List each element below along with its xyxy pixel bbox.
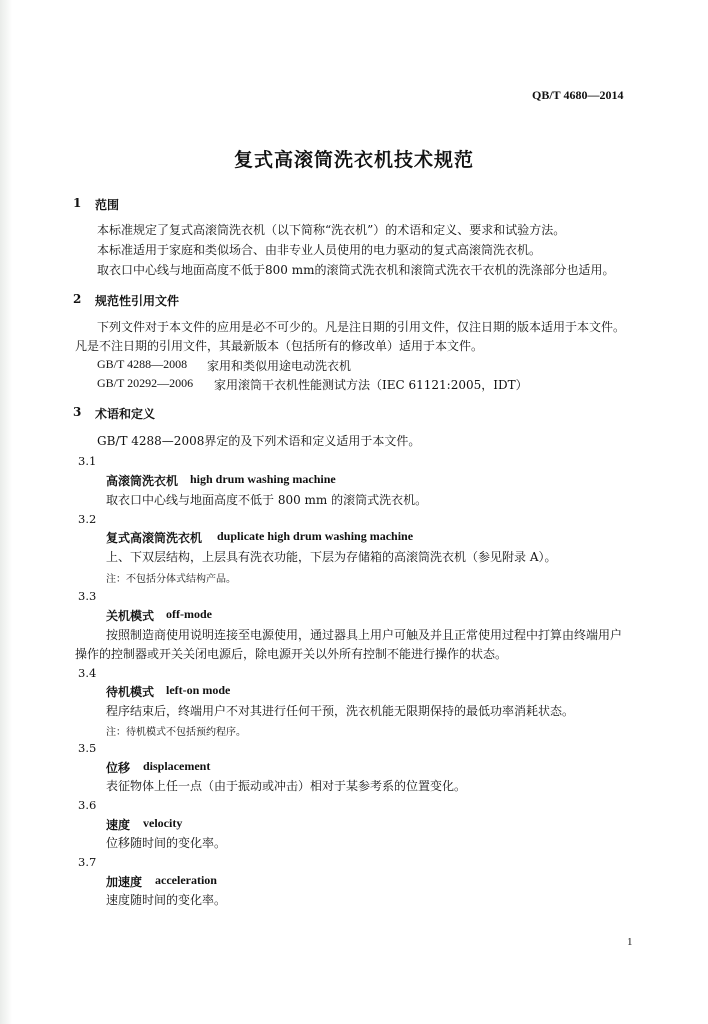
term-note: 注：不包括分体式结构产品。	[106, 574, 236, 585]
term-name-en: high drum washing machine	[190, 472, 336, 486]
section-2-paragraph: 下列文件对于本文件的应用是必不可少的。凡是注日期的引用文件，仅注日期的版本适用于本文件。	[97, 320, 626, 334]
page-number: 1	[627, 936, 633, 948]
reference-title: 家用滚筒干衣机性能测试方法（IEC 61121:2005，IDT）	[214, 378, 528, 392]
term-name-en: velocity	[143, 816, 183, 830]
term-name-cn: 复式高滚筒洗衣机	[106, 531, 203, 545]
term-name-en: left-on mode	[166, 683, 231, 697]
term-definition: 速度随时间的变化率。	[106, 893, 227, 907]
section-3-number: 3	[73, 405, 82, 419]
term-definition: 按照制造商使用说明连接至电源使用，通过器具上用户可触及并且正常使用过程中打算由终端用户	[106, 628, 623, 642]
reference-code: GB/T 4288—2008	[97, 357, 188, 371]
section-1-heading: 范围	[95, 198, 120, 212]
term-definition: 程序结束后，终端用户不对其进行任何干预，洗衣机能无限期保持的最低功率消耗状态。	[106, 704, 575, 718]
term-name-cn: 关机模式	[106, 609, 155, 623]
section-2-heading: 规范性引用文件	[95, 294, 180, 308]
term-name-en: off-mode	[166, 607, 212, 621]
section-2-number: 2	[73, 292, 82, 306]
term-name-cn: 高滚筒洗衣机	[106, 474, 179, 488]
term-definition: 取衣口中心线与地面高度不低于 800 mm 的滚筒式洗衣机。	[106, 493, 428, 507]
section-1-paragraph: 本标准规定了复式高滚筒洗衣机（以下简称“洗衣机”）的术语和定义、要求和试验方法。	[97, 223, 566, 237]
section-2-paragraph: 凡是不注日期的引用文件，其最新版本（包括所有的修改单）适用于本文件。	[75, 339, 484, 353]
term-name-cn: 速度	[106, 818, 131, 832]
reference-code: GB/T 20292—2006	[97, 376, 194, 390]
standard-number: QB/T 4680—2014	[532, 88, 624, 102]
term-definition: 位移随时间的变化率。	[106, 836, 227, 850]
section-1-number: 1	[73, 196, 82, 210]
reference-title: 家用和类似用途电动洗衣机	[207, 359, 352, 373]
section-1-paragraph: 取衣口中心线与地面高度不低于800 mm的滚筒式洗衣机和滚筒式洗衣干衣机的洗涤部分也适用。	[97, 263, 615, 277]
section-3-heading: 术语和定义	[95, 407, 156, 421]
term-definition: 操作的控制器或开关关闭电源后，除电源开关以外所有控制不能进行操作的状态。	[75, 647, 508, 661]
term-number: 3.7	[78, 855, 97, 869]
term-definition: 上、下双层结构，上层具有洗衣功能，下层为存储箱的高滚筒洗衣机（参见附录 A）。	[106, 550, 557, 564]
term-name-cn: 待机模式	[106, 685, 155, 699]
document-title: 复式高滚筒洗衣机技术规范	[233, 149, 474, 171]
term-number: 3.6	[78, 798, 97, 812]
term-number: 3.4	[78, 666, 97, 680]
term-name-cn: 位移	[106, 761, 131, 775]
term-name-en: acceleration	[155, 873, 217, 887]
term-number: 3.2	[78, 512, 97, 526]
section-3-intro: GB/T 4288—2008界定的及下列术语和定义适用于本文件。	[97, 434, 421, 448]
section-1-paragraph: 本标准适用于家庭和类似场合、由非专业人员使用的电力驱动的复式高滚筒洗衣机。	[97, 243, 542, 257]
term-number: 3.1	[78, 454, 97, 468]
term-name-en: displacement	[143, 759, 211, 773]
term-name-cn: 加速度	[106, 875, 143, 889]
term-note: 注：待机模式不包括预约程序。	[106, 727, 246, 738]
term-number: 3.3	[78, 589, 97, 603]
term-definition: 表征物体上任一点（由于振动或冲击）相对于某参考系的位置变化。	[106, 779, 467, 793]
term-number: 3.5	[78, 741, 97, 755]
term-name-en: duplicate high drum washing machine	[217, 529, 414, 543]
